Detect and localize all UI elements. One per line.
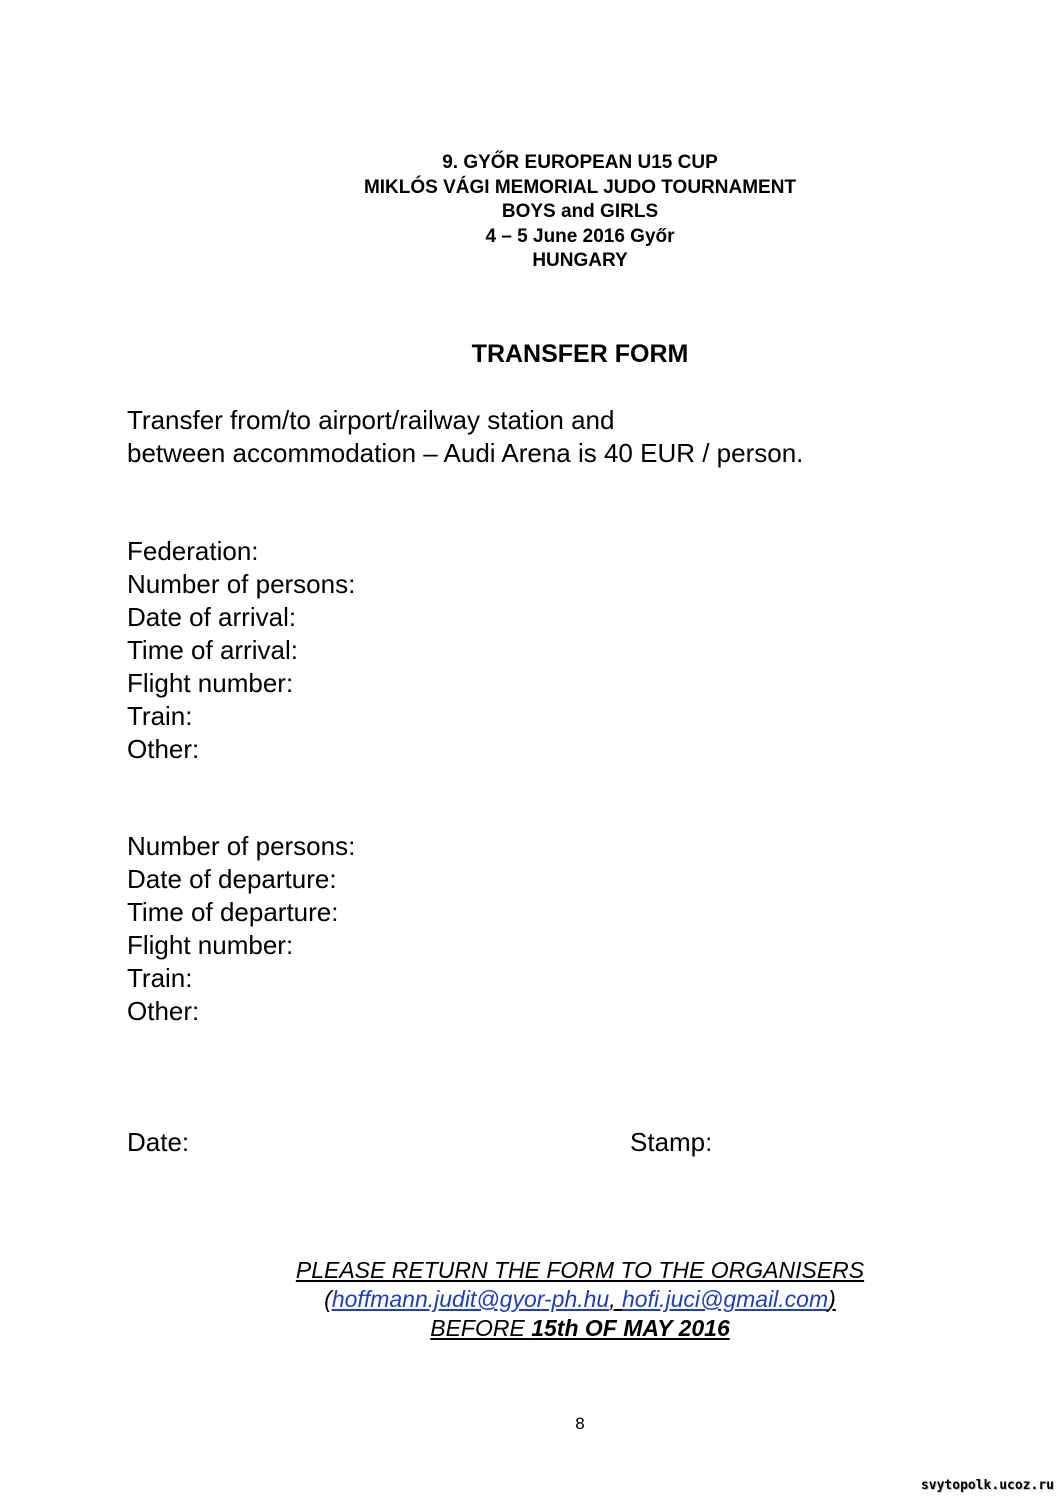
field-arrival-other[interactable]: Other:: [127, 734, 200, 764]
notice-instruction: [0, 1256, 1060, 1285]
deadline-prefix: BEFORE: [430, 1315, 532, 1341]
field-arrival-persons[interactable]: Number of persons:: [127, 569, 356, 599]
field-arrival-time[interactable]: Time of arrival:: [127, 635, 298, 665]
email-link-hoffmann[interactable]: hoffmann.judit@gyor-ph.hu: [331, 1286, 610, 1312]
notice-emails: [0, 1285, 1060, 1314]
header-dates: 4 – 5 June 2016 Győr: [485, 225, 675, 247]
open-paren: (: [324, 1286, 332, 1312]
email-separator: ,: [609, 1286, 622, 1312]
header-tournament-name: MIKLÓS VÁGI MEMORIAL JUDO TOURNAMENT: [363, 176, 797, 198]
header-country: HUNGARY: [532, 250, 628, 271]
notice-deadline: [0, 1314, 1060, 1343]
page-number: 8: [575, 1414, 585, 1433]
site-watermark: svytopolk.ucoz.ru: [920, 1478, 1054, 1493]
header-edition-line: 9. GYŐR EUROPEAN U15 CUP: [442, 152, 718, 173]
intro-line-1: Transfer from/to airport/railway station and: [127, 405, 615, 435]
form-title: TRANSFER FORM: [471, 340, 689, 368]
field-departure-date[interactable]: Date of departure:: [127, 864, 337, 894]
stamp-field[interactable]: Stamp:: [630, 1127, 713, 1157]
notice-instruction-text: PLEASE RETURN THE FORM TO THE ORGANISERS: [295, 1257, 865, 1283]
transfer-intro: [127, 404, 803, 470]
departure-fields: [127, 830, 355, 1028]
arrival-fields: [127, 535, 355, 766]
field-arrival-date[interactable]: Date of arrival:: [127, 602, 297, 632]
field-departure-persons[interactable]: Number of persons:: [127, 831, 356, 861]
field-departure-train[interactable]: Train:: [127, 963, 193, 993]
return-notice: [0, 1256, 1060, 1343]
field-departure-other[interactable]: Other:: [127, 996, 200, 1026]
email-link-hofi[interactable]: hofi.juci@gmail.com: [622, 1286, 829, 1312]
date-field[interactable]: Date:: [127, 1127, 190, 1157]
field-federation[interactable]: Federation:: [127, 536, 259, 566]
field-departure-flight[interactable]: Flight number:: [127, 930, 294, 960]
close-paren: ): [828, 1286, 836, 1312]
tournament-header: [0, 151, 1060, 274]
field-arrival-train[interactable]: Train:: [127, 701, 193, 731]
field-departure-time[interactable]: Time of departure:: [127, 897, 339, 927]
deadline-date: 15th OF MAY 2016: [531, 1315, 730, 1341]
intro-line-2: between accommodation – Audi Arena is 40 EUR / person.: [127, 438, 804, 468]
header-category: BOYS and GIRLS: [501, 201, 659, 222]
field-arrival-flight[interactable]: Flight number:: [127, 668, 294, 698]
